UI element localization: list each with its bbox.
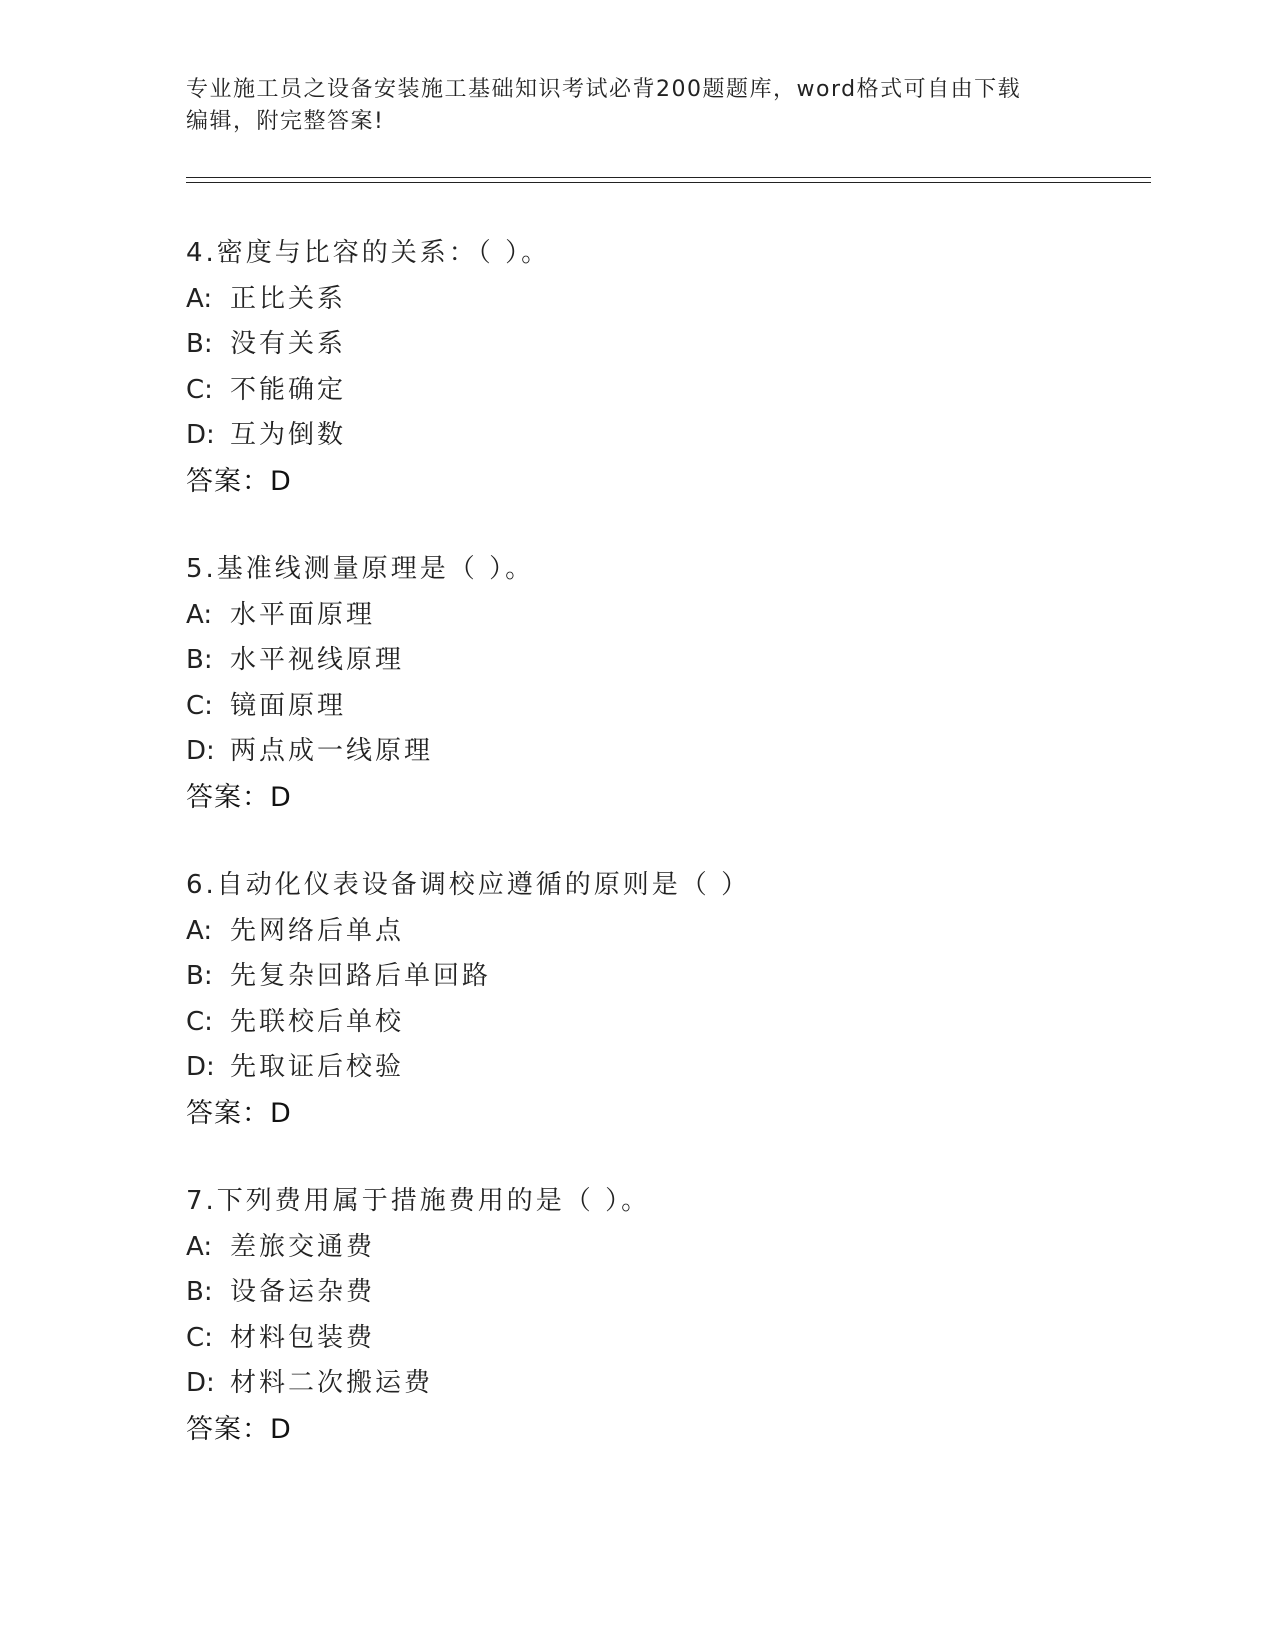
option-a bbox=[186, 277, 1126, 323]
answer-line: 答案：D bbox=[186, 781, 292, 813]
answer-line: 答案：D bbox=[186, 1097, 292, 1129]
question-block bbox=[186, 231, 1126, 504]
option-text: 先联校后单校 bbox=[230, 1006, 405, 1037]
question-stem: 4.密度与比容的关系：（ ）。 bbox=[186, 238, 551, 268]
question-block bbox=[186, 1179, 1126, 1452]
answer-line: 答案：D bbox=[186, 1413, 292, 1445]
option-letter: C: bbox=[186, 374, 213, 405]
option-text: 水平视线原理 bbox=[230, 645, 405, 675]
document-header bbox=[186, 74, 1086, 138]
option-letter: A: bbox=[186, 1231, 213, 1262]
option-c bbox=[186, 368, 1126, 414]
option-text: 差旅交通费 bbox=[230, 1231, 376, 1262]
question-stem: 7.下列费用属于措施费用的是（ ）。 bbox=[186, 1186, 651, 1216]
option-text: 先取证后校验 bbox=[230, 1052, 405, 1082]
option-d bbox=[186, 1361, 1126, 1407]
option-text: 材料二次搬运费 bbox=[230, 1368, 434, 1398]
option-d bbox=[186, 413, 1126, 459]
question-block bbox=[186, 863, 1126, 1136]
option-text: 设备运杂费 bbox=[230, 1277, 376, 1307]
header-line-2: 编辑，附完整答案! bbox=[186, 109, 385, 134]
header-divider-top bbox=[186, 177, 1151, 178]
option-letter: B: bbox=[186, 961, 213, 991]
option-letter: A: bbox=[186, 283, 213, 314]
option-text: 没有关系 bbox=[230, 329, 347, 359]
option-b bbox=[186, 322, 1126, 368]
option-text: 正比关系 bbox=[230, 283, 347, 314]
option-letter: B: bbox=[186, 645, 213, 675]
option-text: 水平面原理 bbox=[230, 599, 376, 630]
option-a bbox=[186, 909, 1126, 955]
option-letter: D: bbox=[186, 420, 215, 450]
option-b bbox=[186, 638, 1126, 684]
option-b bbox=[186, 1270, 1126, 1316]
option-c bbox=[186, 1000, 1126, 1046]
option-text: 材料包装费 bbox=[230, 1322, 376, 1353]
option-letter: D: bbox=[186, 1052, 215, 1082]
option-letter: D: bbox=[186, 1368, 215, 1398]
option-text: 两点成一线原理 bbox=[230, 736, 434, 766]
header-line-1: 专业施工员之设备安装施工基础知识考试必背200题题库，word格式可自由下载 bbox=[186, 77, 1022, 102]
question-stem: 5.基准线测量原理是（ ）。 bbox=[186, 554, 535, 584]
question-block bbox=[186, 547, 1126, 820]
option-letter: C: bbox=[186, 1006, 213, 1037]
option-letter: C: bbox=[186, 690, 213, 721]
question-stem: 6.自动化仪表设备调校应遵循的原则是（ ） bbox=[186, 870, 751, 900]
option-letter: A: bbox=[186, 599, 213, 630]
option-letter: B: bbox=[186, 329, 213, 359]
option-text: 镜面原理 bbox=[230, 690, 347, 721]
option-a bbox=[186, 1225, 1126, 1271]
option-d bbox=[186, 729, 1126, 775]
option-b bbox=[186, 954, 1126, 1000]
option-d bbox=[186, 1045, 1126, 1091]
header-divider-bottom bbox=[186, 182, 1151, 183]
option-text: 不能确定 bbox=[230, 374, 347, 405]
option-c bbox=[186, 1316, 1126, 1362]
option-letter: D: bbox=[186, 736, 215, 766]
option-letter: B: bbox=[186, 1277, 213, 1307]
option-letter: C: bbox=[186, 1322, 213, 1353]
option-text: 先网络后单点 bbox=[230, 915, 405, 946]
answer-line: 答案：D bbox=[186, 465, 292, 497]
option-text: 先复杂回路后单回路 bbox=[230, 961, 492, 991]
option-a bbox=[186, 593, 1126, 639]
option-letter: A: bbox=[186, 915, 213, 946]
option-c bbox=[186, 684, 1126, 730]
option-text: 互为倒数 bbox=[230, 420, 347, 450]
